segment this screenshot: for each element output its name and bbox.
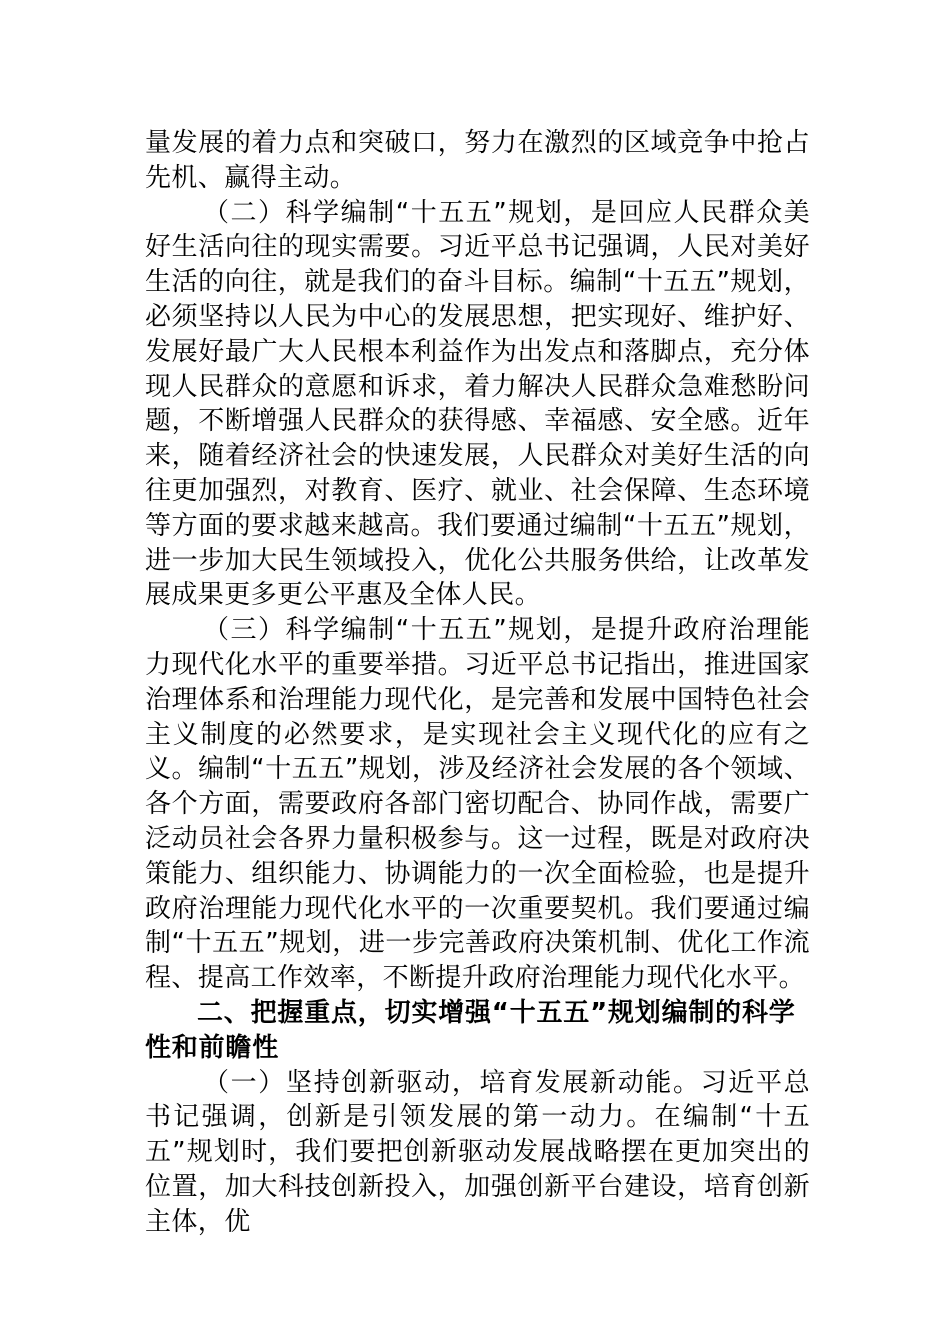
paragraph-section-2-1: （一）坚持创新驱动，培育发展新动能。习近平总书记强调，创新是引领发展的第一动力。在编制“十五五”规划时，我们要把创新驱动发展战略摆在更加突出的位置，加大科技创新投入，加强创新平台建设，培育创新主体，优: [145, 1067, 810, 1237]
section-heading-2: 二、把握重点，切实增强“十五五”规划编制的科学性和前瞻性: [145, 997, 796, 1063]
paragraph-section-1-2: （二）科学编制“十五五”规划，是回应人民群众美好生活向往的现实需要。习近平总书记强调，人民对美好生活的向往，就是我们的奋斗目标。编制“十五五”规划，必须坚持以人民为中心的发展思想，把实现好、维护好、发展好最广大人民根本利益作为出发点和落脚点，充分体现人民群众的意愿和诉求，着力解决人民群众急难愁盼问题，不断增强人民群众的获得感、幸福感、安全感。近年来，随着经济社会的快速发展，人民群众对美好生活的向往更加强烈，对教育、医疗、就业、社会保障、生态环境等方面的要求越来越高。我们要通过编制“十五五”规划，进一步加大民生领域投入，优化公共服务供给，让改革发展成果更多更公平惠及全体人民。: [145, 197, 810, 611]
document-body: [145, 126, 810, 1240]
paragraph-section-1-3: （三）科学编制“十五五”规划，是提升政府治理能力现代化水平的重要举措。习近平总书记指出，推进国家治理体系和治理能力现代化，是完善和发展中国特色社会主义制度的必然要求，是实现社会主义现代化的应有之义。编制“十五五”规划，涉及经济社会发展的各个领域、各个方面，需要政府各部门密切配合、协同作战，需要广泛动员社会各界力量积极参与。这一过程，既是对政府决策能力、组织能力、协调能力的一次全面检验，也是提升政府治理能力现代化水平的一次重要契机。我们要通过编制“十五五”规划，进一步完善政府决策机制、优化工作流程、提高工作效率，不断提升政府治理能力现代化水平。: [145, 615, 810, 994]
paragraph-continuation: 量发展的着力点和突破口，努力在激烈的区域竞争中抢占先机、赢得主动。: [145, 128, 810, 193]
